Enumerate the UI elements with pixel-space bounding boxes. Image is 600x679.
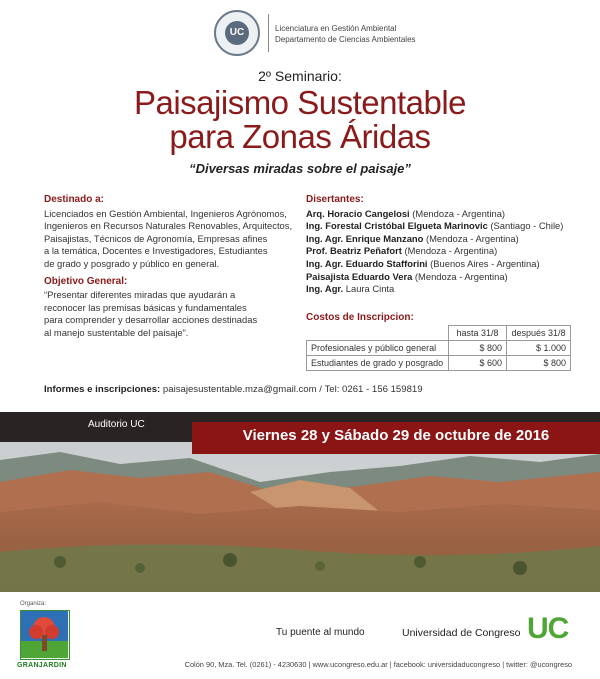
destinado-line: a la temática, Docentes e Investigadores, Estudiantes: [44, 245, 268, 257]
table-row: [307, 356, 571, 371]
seal-monogram: UC: [225, 21, 249, 45]
header-department: Departamento de Ciencias Ambientales: [275, 35, 416, 44]
costs-header-blank: [307, 326, 449, 341]
header-divider: [268, 14, 269, 52]
objetivo-label: Objetivo General:: [44, 275, 128, 287]
left-column: [44, 194, 304, 345]
speaker-name: Ing. Forestal Cristóbal Elgueta Marinovic: [306, 220, 488, 232]
speaker-item: [306, 271, 576, 284]
speaker-place: (Mendoza - Argentina): [409, 207, 506, 219]
speaker-place: (Mendoza - Argentina): [401, 245, 498, 257]
footer-contacts: Colón 90, Mza. Tel. (0261) - 4230630 | www.ucongreso.edu.ar | facebook: universidaducongreso | twitter: @ucongreso: [184, 660, 572, 669]
right-column: [306, 194, 576, 296]
informes-label: Informes e inscripciones:: [44, 384, 161, 395]
costs-table: [306, 325, 571, 371]
costs-label: Costos de Inscripcion:: [306, 312, 414, 323]
speaker-item: [306, 233, 576, 246]
costs-header-row: [307, 326, 571, 341]
objetivo-line: al manejo sustentable del paisaje”.: [44, 326, 189, 338]
destinado-text: [44, 208, 304, 271]
destinado-line: Ingenieros en Recursos Naturales Renovables, Arquitectos,: [44, 220, 293, 232]
costs-row-before: $ 600: [449, 356, 507, 371]
costs-row-before: $ 800: [449, 341, 507, 356]
seminar-label: 2º Seminario:: [258, 68, 342, 84]
speaker-place: (Santiago - Chile): [487, 220, 564, 232]
landscape-photo: [0, 442, 600, 592]
destinado-line: Licenciados en Gestión Ambiental, Ingenieros Agrónomos,: [44, 207, 287, 219]
costs-header-before: hasta 31/8: [449, 326, 507, 341]
table-row: [307, 341, 571, 356]
title-line-1: Paisajismo Sustentable: [133, 84, 467, 121]
informes-contact-link[interactable]: paisajesustentable.mza@gmail.com / Tel: 0261 - 156 159819: [160, 384, 423, 395]
organizer-name: GRANJARDIN: [17, 662, 67, 669]
speaker-name: Prof. Beatriz Peñafort: [306, 245, 402, 257]
destinado-line: de grado y posgrado y público en general.: [44, 257, 220, 269]
event-date: Viernes 28 y Sábado 29 de octubre de 2016: [242, 427, 550, 444]
destinado-line: Paisajistas, Técnicos de Agronomía, Empresas afines: [44, 232, 268, 244]
costs-row-label: Estudiantes de grado y posgrado: [307, 356, 449, 371]
speaker-item: [306, 245, 576, 258]
tree-icon: [21, 611, 68, 658]
objetivo-text: [44, 289, 304, 339]
speaker-place: (Mendoza - Argentina): [412, 270, 508, 282]
disertantes-label: Disertantes:: [306, 194, 364, 205]
uc-logo: UC: [527, 612, 569, 645]
tagline: Tu puente al mundo: [276, 627, 365, 638]
speaker-item: [306, 208, 576, 221]
speaker-name: Ing. Agr.: [306, 283, 344, 295]
costs-header-after: después 31/8: [507, 326, 571, 341]
landscape-illustration: [0, 442, 600, 592]
contact-info: [44, 384, 423, 395]
institution-header: [0, 8, 600, 58]
speaker-name: Paisajista Eduardo Vera: [306, 270, 413, 282]
costs-row-label: Profesionales y público general: [307, 341, 449, 356]
objetivo-line: “Presentar diferentes miradas que ayudarán a: [44, 289, 236, 301]
speaker-item: [306, 283, 576, 296]
university-seal-icon: [214, 10, 260, 56]
costs-row-after: $ 1.000: [507, 341, 571, 356]
university-name: Universidad de Congreso: [402, 627, 521, 639]
speaker-place: (Mendoza - Argentina): [423, 232, 519, 244]
costs-row-after: $ 800: [507, 356, 571, 371]
objetivo-line: reconocer las premisas básicas y fundamentales: [44, 301, 247, 313]
speaker-name: Arq. Horacio Cangelosi: [306, 207, 410, 219]
speaker-item: [306, 258, 576, 271]
speaker-name: Ing. Agr. Eduardo Stafforini: [306, 257, 428, 269]
objetivo-line: para comprender y desarrollar acciones destinadas: [44, 314, 258, 326]
organizer-label: Organiza:: [20, 601, 47, 607]
header-program: Licenciatura en Gestión Ambiental: [275, 24, 397, 33]
title-line-2: para Zonas Áridas: [169, 118, 431, 155]
subtitle: “Diversas miradas sobre el paisaje”: [189, 161, 411, 176]
venue-label: Auditorio UC: [88, 419, 145, 430]
speaker-place: Laura Cinta: [343, 283, 395, 295]
speaker-item: [306, 220, 576, 233]
speaker-place: (Buenos Aires - Argentina): [427, 257, 540, 269]
tree-logo-icon: [20, 610, 70, 660]
destinado-label: Destinado a:: [44, 194, 105, 205]
speaker-name: Ing. Agr. Enrique Manzano: [306, 232, 424, 244]
